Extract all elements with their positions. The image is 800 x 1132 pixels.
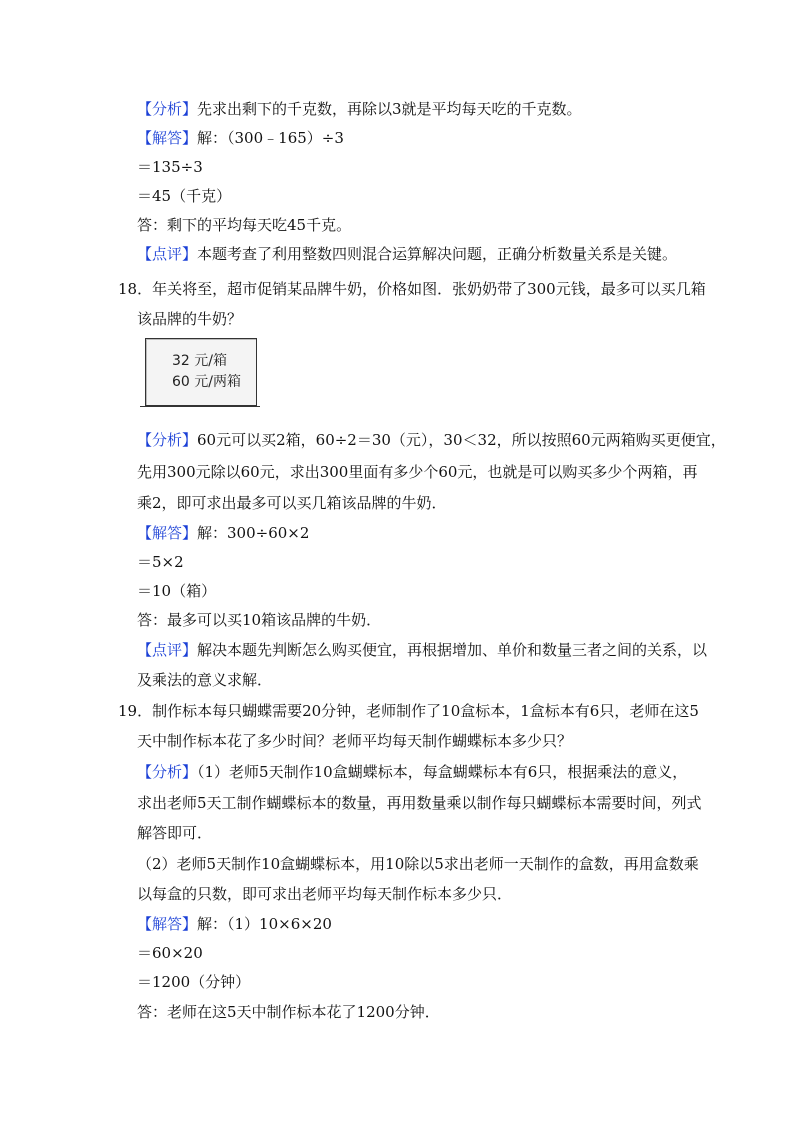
q18-analysis [137, 430, 726, 450]
answer-tag: 【解答】 [137, 915, 198, 933]
q17-step-2: ＝45（千克） [137, 187, 232, 205]
answer-text: 解：300÷60×2 [197, 524, 310, 542]
q18-step-1: ＝5×2 [137, 553, 184, 571]
q18-comment-line-2: 及乘法的意义求解． [137, 671, 273, 689]
q19-analysis [137, 762, 687, 782]
q17-answer [137, 128, 344, 148]
comment-text: 解决本题先判断怎么购买便宜，再根据增加、单价和数量三者之间的关系，以 [197, 641, 708, 659]
answer-tag: 【解答】 [137, 129, 198, 147]
q17-step-1: ＝135÷3 [137, 158, 203, 176]
q19-analysis-line-2: 求出老师5天工制作蝴蝶标本的数量，再用数量乘以制作每只蝴蝶标本需要时间，列式 [137, 794, 702, 812]
analysis-text: 先求出剩下的千克数，再除以3就是平均每天吃的千克数。 [197, 100, 582, 118]
q18-question-line-1: 18．年关将至，超市促销某品牌牛奶，价格如图．张奶奶带了300元钱，最多可以买几箱 [118, 280, 706, 298]
q19-analysis-line-5: 以每盒的只数，即可求出老师平均每天制作标本多少只． [137, 885, 513, 903]
answer-text: 解：（300﹣165）÷3 [197, 129, 344, 147]
q17-reply: 答：剩下的平均每天吃45千克。 [137, 216, 352, 234]
q19-analysis-line-3: 解答即可． [137, 824, 213, 842]
analysis-text: （1）老师5天制作10盒蝴蝶标本，每盒蝴蝶标本有6只，根据乘法的意义， [197, 763, 688, 781]
q18-reply: 答：最多可以买10箱该品牌的牛奶． [137, 611, 382, 629]
q19-answer [137, 914, 332, 934]
image-baseline [140, 406, 260, 407]
analysis-tag: 【分析】 [137, 100, 198, 118]
q17-analysis [137, 99, 582, 119]
answer-text: 解：（1）10×6×20 [197, 915, 332, 933]
q18-analysis-line-3: 乘2，即可求出最多可以买几箱该品牌的牛奶． [137, 494, 447, 512]
q18-step-2: ＝10（箱） [137, 582, 217, 600]
q18-answer [137, 523, 309, 543]
q19-question-line-1: 19．制作标本每只蝴蝶需要20分钟，老师制作了10盒标本，1盒标本有6只，老师在这5 [118, 702, 699, 720]
answer-tag: 【解答】 [137, 524, 198, 542]
q19-reply: 答：老师在这5天中制作标本花了1200分钟． [137, 1003, 440, 1021]
price-line-2: 60 元/两箱 [172, 374, 241, 390]
price-line-1: 32 元/箱 [172, 353, 227, 369]
comment-text: 本题考查了利用整数四则混合运算解决问题，正确分析数量关系是关键。 [197, 245, 678, 263]
q18-question-line-2: 该品牌的牛奶？ [137, 310, 243, 328]
q17-comment [137, 244, 677, 264]
comment-tag: 【点评】 [137, 245, 198, 263]
q19-step-1: ＝60×20 [137, 944, 203, 962]
q18-comment [137, 640, 707, 660]
analysis-tag: 【分析】 [137, 763, 198, 781]
price-tag-image [145, 338, 257, 406]
comment-tag: 【点评】 [137, 641, 198, 659]
q19-question-line-2: 天中制作标本花了多少时间？老师平均每天制作蝴蝶标本多少只？ [137, 732, 573, 750]
q19-step-2: ＝1200（分钟） [137, 973, 251, 991]
analysis-text: 60元可以买2箱，60÷2＝30（元），30＜32，所以按照60元两箱购买更便宜， [197, 431, 726, 449]
analysis-tag: 【分析】 [137, 431, 198, 449]
q18-analysis-line-2: 先用300元除以60元，求出300里面有多少个60元，也就是可以购买多少个两箱，再 [137, 463, 698, 481]
q19-analysis-line-4: （2）老师5天制作10盒蝴蝶标本，用10除以5求出老师一天制作的盒数，再用盒数乘 [137, 855, 699, 873]
